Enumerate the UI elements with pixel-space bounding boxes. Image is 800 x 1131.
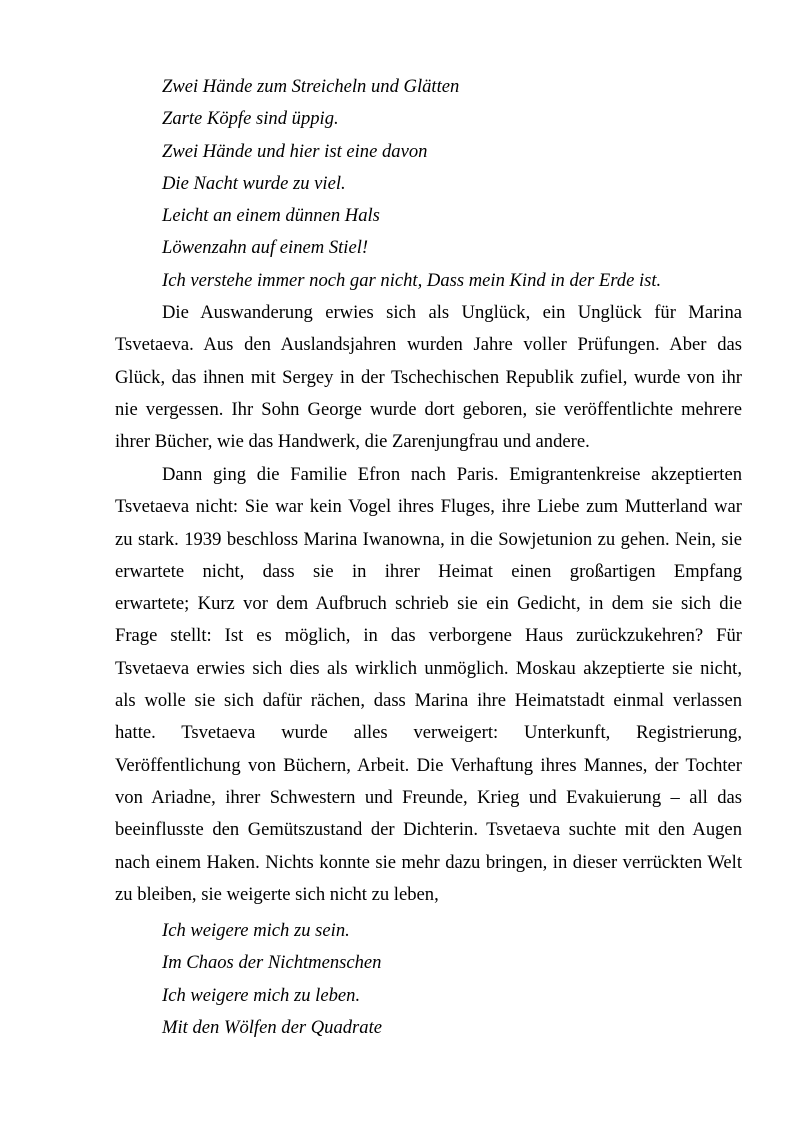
paragraph-line: von Ariadne, ihrer Schwestern und Freunde, Krieg und Evakuierung – all das <box>115 786 742 808</box>
poem-line: Ich weigere mich zu leben. <box>162 984 361 1006</box>
paragraph-line: beeinflusste den Gemütszustand der Dichterin. Tsvetaeva suchte mit den Augen <box>115 819 742 841</box>
poem-line: Mit den Wölfen der Quadrate <box>162 1016 382 1038</box>
poem-line: Zarte Köpfe sind üppig. <box>162 108 339 130</box>
poem-line: Zwei Hände und hier ist eine davon <box>162 140 428 162</box>
paragraph-line: hatte. Tsvetaeva wurde alles verweigert: Unterkunft, Registrierung, <box>115 722 742 744</box>
poem-stanza-bottom <box>162 915 762 1044</box>
paragraph-line: Dann ging die Familie Efron nach Paris. Emigrantenkreise akzeptierten <box>162 464 742 485</box>
paragraph-line: Tsvetaeva. Aus den Auslandsjahren wurden Jahre voller Prüfungen. Aber das <box>115 334 742 356</box>
paragraph-line: Die Auswanderung erwies sich als Unglück, ein Unglück für Marina <box>162 302 742 323</box>
paragraph-emigration <box>115 297 742 458</box>
poem-line: Ich verstehe immer noch gar nicht, Dass mein Kind in der Erde ist. <box>162 269 662 291</box>
paragraph-paris <box>115 459 742 911</box>
paragraph-line: erwartete; Kurz vor dem Aufbruch schrieb sie ein Gedicht, in dem sie sich die <box>115 593 742 615</box>
paragraph-line: erwartete nicht, dass sie in ihrer Heimat einen großartigen Empfang <box>115 560 742 582</box>
paragraph-line: Glück, das ihnen mit Sergey in der Tschechischen Republik zufiel, wurde von ihr <box>115 366 742 388</box>
paragraph-line: ihrer Bücher, wie das Handwerk, die Zarenjungfrau und andere. <box>115 431 590 453</box>
poem-stanza-top <box>162 71 762 297</box>
poem-line: Die Nacht wurde zu viel. <box>162 172 346 194</box>
poem-line: Leicht an einem dünnen Hals <box>162 205 380 227</box>
paragraph-line: zu bleiben, sie weigerte sich nicht zu leben, <box>115 883 439 905</box>
paragraph-line: Tsvetaeva nicht: Sie war kein Vogel ihres Fluges, ihre Liebe zum Mutterland war <box>115 496 742 518</box>
paragraph-line: zu stark. 1939 beschloss Marina Iwanowna, in die Sowjetunion zu gehen. Nein, sie <box>115 528 742 550</box>
paragraph-line: als wolle sie sich dafür rächen, dass Marina ihre Heimatstadt einmal verlassen <box>115 690 742 712</box>
paragraph-line: Veröffentlichung von Büchern, Arbeit. Die Verhaftung ihres Mannes, der Tochter <box>115 754 742 776</box>
paragraph-line: nach einem Haken. Nichts konnte sie mehr dazu bringen, in dieser verrückten Welt <box>115 851 742 873</box>
poem-line: Löwenzahn auf einem Stiel! <box>162 237 369 259</box>
poem-line: Im Chaos der Nichtmenschen <box>162 952 382 974</box>
poem-line: Zwei Hände zum Streicheln und Glätten <box>162 76 460 97</box>
paragraph-line: Frage stellt: Ist es möglich, in das verborgene Haus zurückzukehren? Für <box>115 625 742 647</box>
paragraph-line: Tsvetaeva erwies sich dies als wirklich unmöglich. Moskau akzeptierte sie nicht, <box>115 657 742 679</box>
paragraph-line: nie vergessen. Ihr Sohn George wurde dort geboren, sie veröffentlichte mehrere <box>115 398 742 420</box>
poem-line: Ich weigere mich zu sein. <box>162 920 350 941</box>
